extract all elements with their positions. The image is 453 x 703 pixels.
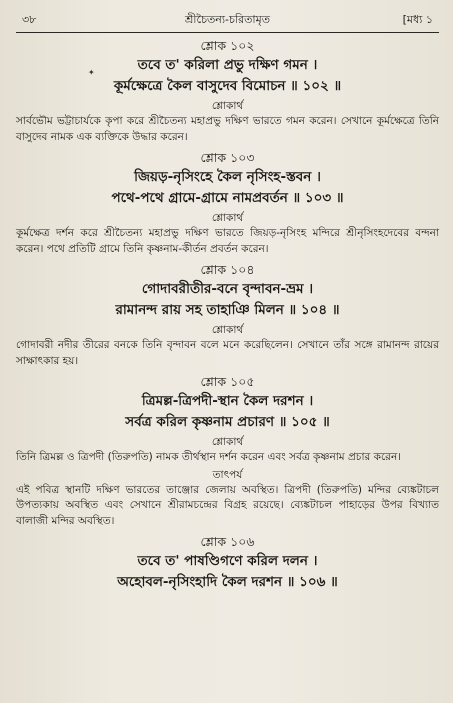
book-title: শ্রীচৈতন্য-চরিতামৃত: [185, 13, 270, 26]
translation-heading: শ্লোকার্থ: [211, 324, 244, 336]
ink-speck-decoration: ✦: [88, 68, 95, 77]
translation-text: গোদাবরী নদীর তীরের বনকে তিনি বৃন্দাবন বলে মনে করেছিলেন। সেখানে তাঁর সঙ্গে রামানন্দ রায়ের সাক্ষাৎকার হয়।: [16, 339, 439, 367]
verse-106: [16, 533, 439, 593]
translation-heading: শ্লোকার্থ: [211, 212, 244, 224]
verse-line: রামানন্দ রায় সহ তাহাঞি মিলন ॥ ১০৪ ॥: [115, 302, 340, 318]
verse-line: কূর্মক্ষেত্রে কৈল বাসুদেব বিমোচন ॥ ১০২ ॥: [113, 78, 342, 94]
verse-heading: শ্লোক ১০৬: [200, 534, 255, 549]
verse-line: তবে ত' করিলা প্রভু দক্ষিণ গমন ।: [137, 57, 318, 73]
verse-heading: শ্লোক ১০৪: [200, 262, 255, 277]
verse-104: [16, 261, 439, 369]
verse-heading: শ্লোক ১০৫: [200, 374, 255, 389]
purport-text: এই পবিত্র স্থানটি দক্ষিণ ভারতের তাঞ্জোর জেলায় অবস্থিত। ত্রিপদী (তিরুপতি) মন্দির ব্যেঙ্কটাচল উপত্যকায় অবস্থিত এবং সেখানে শ্রীরামচন্দ্রের বিগ্রহ রয়েছে। ব্যেঙ্কটাচল পাহাড়ের উপর বিখ্যাত বালাজী মন্দির অবস্থিত।: [16, 483, 439, 527]
translation-text: কূর্মক্ষেত্র দর্শন করে শ্রীচৈতন্য মহাপ্রভু দক্ষিণ ভারতে জিয়ড়-নৃসিংহ মন্দিরে শ্রীনৃসিংহদেবের বন্দনা করেন। পথে প্রতিটি গ্রামে তিনি কৃষ্ণনাম-কীর্তন প্রবর্তন করেন।: [16, 227, 439, 255]
page-number: ৩৮: [22, 13, 37, 26]
verse-105: [16, 373, 439, 529]
header-rule: [16, 32, 439, 33]
verse-line: অহোবল-নৃসিংহাদি কৈল দরশন ॥ ১০৬ ॥: [117, 574, 338, 590]
verse-line: সর্বত্র করিল কৃষ্ণনাম প্রচারণ ॥ ১০৫ ॥: [125, 414, 330, 430]
translation-text: সার্বভৌম ভট্টাচার্যকে কৃপা করে শ্রীচৈতন্য মহাপ্রভু দক্ষিণ ভারতে গমন করেন। সেখানে কূর্মক্ষেত্রে তিনি বাসুদেব নামক এক ব্যক্তিকে উদ্ধার করেন।: [16, 115, 439, 143]
verse-line: ত্রিমল্ল-ত্রিপদী-স্থান কৈল দরশন ।: [141, 393, 314, 409]
purport-heading: তাৎপর্য: [212, 468, 243, 481]
verse-102: [16, 37, 439, 145]
verse-heading: শ্লোক ১০৩: [200, 150, 255, 165]
translation-heading: শ্লোকার্থ: [211, 100, 244, 112]
section-tag: [মধ্য ১: [402, 13, 433, 26]
running-head: [16, 10, 439, 30]
verse-line: পথে-পথে গ্রামে-গ্রামে নামপ্রবর্তন ॥ ১০৩ ॥: [111, 190, 344, 206]
verse-heading: শ্লোক ১০২: [200, 38, 255, 53]
verse-line: তবে ত' পাষণ্ডিগণে করিল দলন ।: [137, 553, 318, 569]
translation-text: তিনি ত্রিমল্ল ও ত্রিপদী (তিরুপতি) নামক তীর্থস্থান দর্শন করেন এবং সর্বত্র কৃষ্ণনাম প্রচার করেন।: [16, 451, 401, 463]
verse-line: গোদাবরীতীর-বনে বৃন্দাবন-ভ্রম ।: [141, 281, 314, 297]
verse-103: [16, 149, 439, 257]
translation-heading: শ্লোকার্থ: [211, 436, 244, 448]
verse-line: জিয়ড়-নৃসিংহে কৈল নৃসিংহ-স্তবন ।: [134, 169, 321, 185]
